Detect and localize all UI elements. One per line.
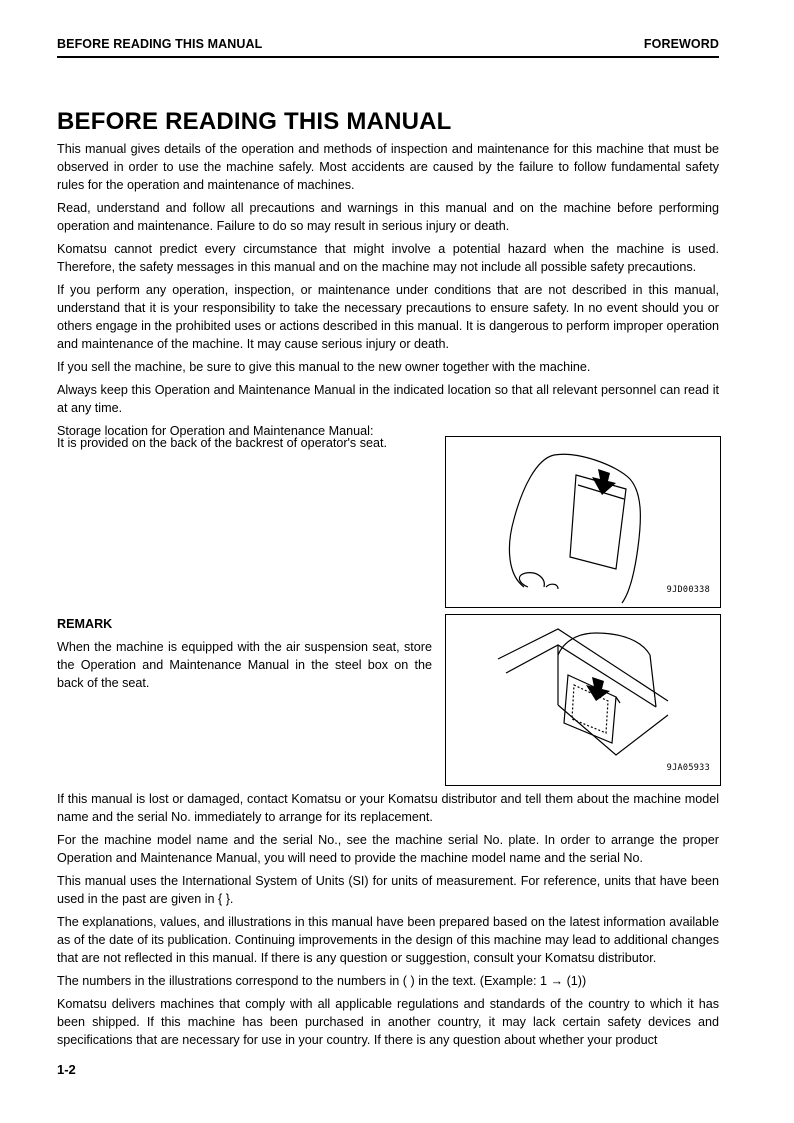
header-section-title: BEFORE READING THIS MANUAL xyxy=(57,37,263,51)
intro-paragraphs xyxy=(57,140,719,445)
paragraph: Always keep this Operation and Maintenance Manual in the indicated location so that all relevant personnel can read it at any time. xyxy=(57,383,719,415)
seat-backrest-illustration xyxy=(446,437,720,607)
paragraph: The numbers in the illustrations correspond to the numbers in ( ) in the text. (Example: 1 → (1)) xyxy=(57,974,587,988)
header-chapter-title: FOREWORD xyxy=(643,37,719,51)
paragraph: Komatsu delivers machines that comply with all applicable regulations and standards of the country to which it has been shipped. If this machine has been purchased in another country, it may lack certain safety devices and specifications that are necessary for use in your country. If there is any question about whether your product xyxy=(57,997,719,1047)
paragraph: This manual uses the International System of Units (SI) for units of measurement. For reference, units that have been used in the past are given in { }. xyxy=(57,874,719,906)
running-header xyxy=(57,37,719,51)
header-rule xyxy=(57,56,719,58)
storage-location-text xyxy=(57,434,432,457)
paragraph: The explanations, values, and illustrations in this manual have been prepared based on the latest information available as of the date of its publication. Continuing improvements in the design of this machine may lead to additional changes that are not reflected in this manual. If there is any question or suggestion, consult your Komatsu distributor. xyxy=(57,915,719,965)
figure-code: 9JA05933 xyxy=(666,763,710,773)
figure-seat-backrest xyxy=(445,436,721,608)
paragraph: If this manual is lost or damaged, contact Komatsu or your Komatsu distributor and tell them about the machine model name and the serial No. immediately to arrange for its replacement. xyxy=(57,792,719,824)
remark-heading: REMARK xyxy=(57,617,113,631)
storage-text: It is provided on the back of the backrest of operator's seat. xyxy=(57,436,388,450)
paragraph: Read, understand and follow all precautions and warnings in this manual and on the machine before performing operation and maintenance. Failure to do so may result in serious injury or death. xyxy=(57,201,719,233)
remark-block xyxy=(57,615,432,697)
page-number: 1-2 xyxy=(57,1062,76,1077)
paragraph: Komatsu cannot predict every circumstance that might involve a potential hazard when the machine is used. Therefore, the safety messages in this manual and on the machine may not include all possible safety precautions. xyxy=(57,242,719,274)
remark-text: When the machine is equipped with the air suspension seat, store the Operation and Maintenance Manual in the steel box on the back of the seat. xyxy=(57,640,432,690)
paragraph: Storage location for Operation and Maintenance Manual: xyxy=(57,424,374,438)
paragraph: If you perform any operation, inspection, or maintenance under conditions that are not described in this manual, understand that it is your responsibility to take the necessary precautions to ensure safety. In no event should you or others engage in the prohibited uses or actions described in this manual. It is dangerous to perform improper operation and maintenance of the machine. It may cause serious injury or death. xyxy=(57,283,719,351)
figure-code: 9JD00338 xyxy=(666,585,710,595)
page-title: BEFORE READING THIS MANUAL xyxy=(57,108,452,135)
closing-paragraphs xyxy=(57,790,719,1054)
paragraph: For the machine model name and the serial No., see the machine serial No. plate. In order to arrange the proper Operation and Maintenance Manual, you will need to provide the machine model name and the serial No. xyxy=(57,833,719,865)
figure-steel-box xyxy=(445,614,721,786)
paragraph: If you sell the machine, be sure to give this manual to the new owner together with the machine. xyxy=(57,360,591,374)
steel-box-illustration xyxy=(446,615,720,785)
paragraph: This manual gives details of the operation and methods of inspection and maintenance for this machine that must be observed in order to use the machine safely. Most accidents are caused by the failure to follow fundamental safety rules for the operation and maintenance of machines. xyxy=(57,142,719,192)
